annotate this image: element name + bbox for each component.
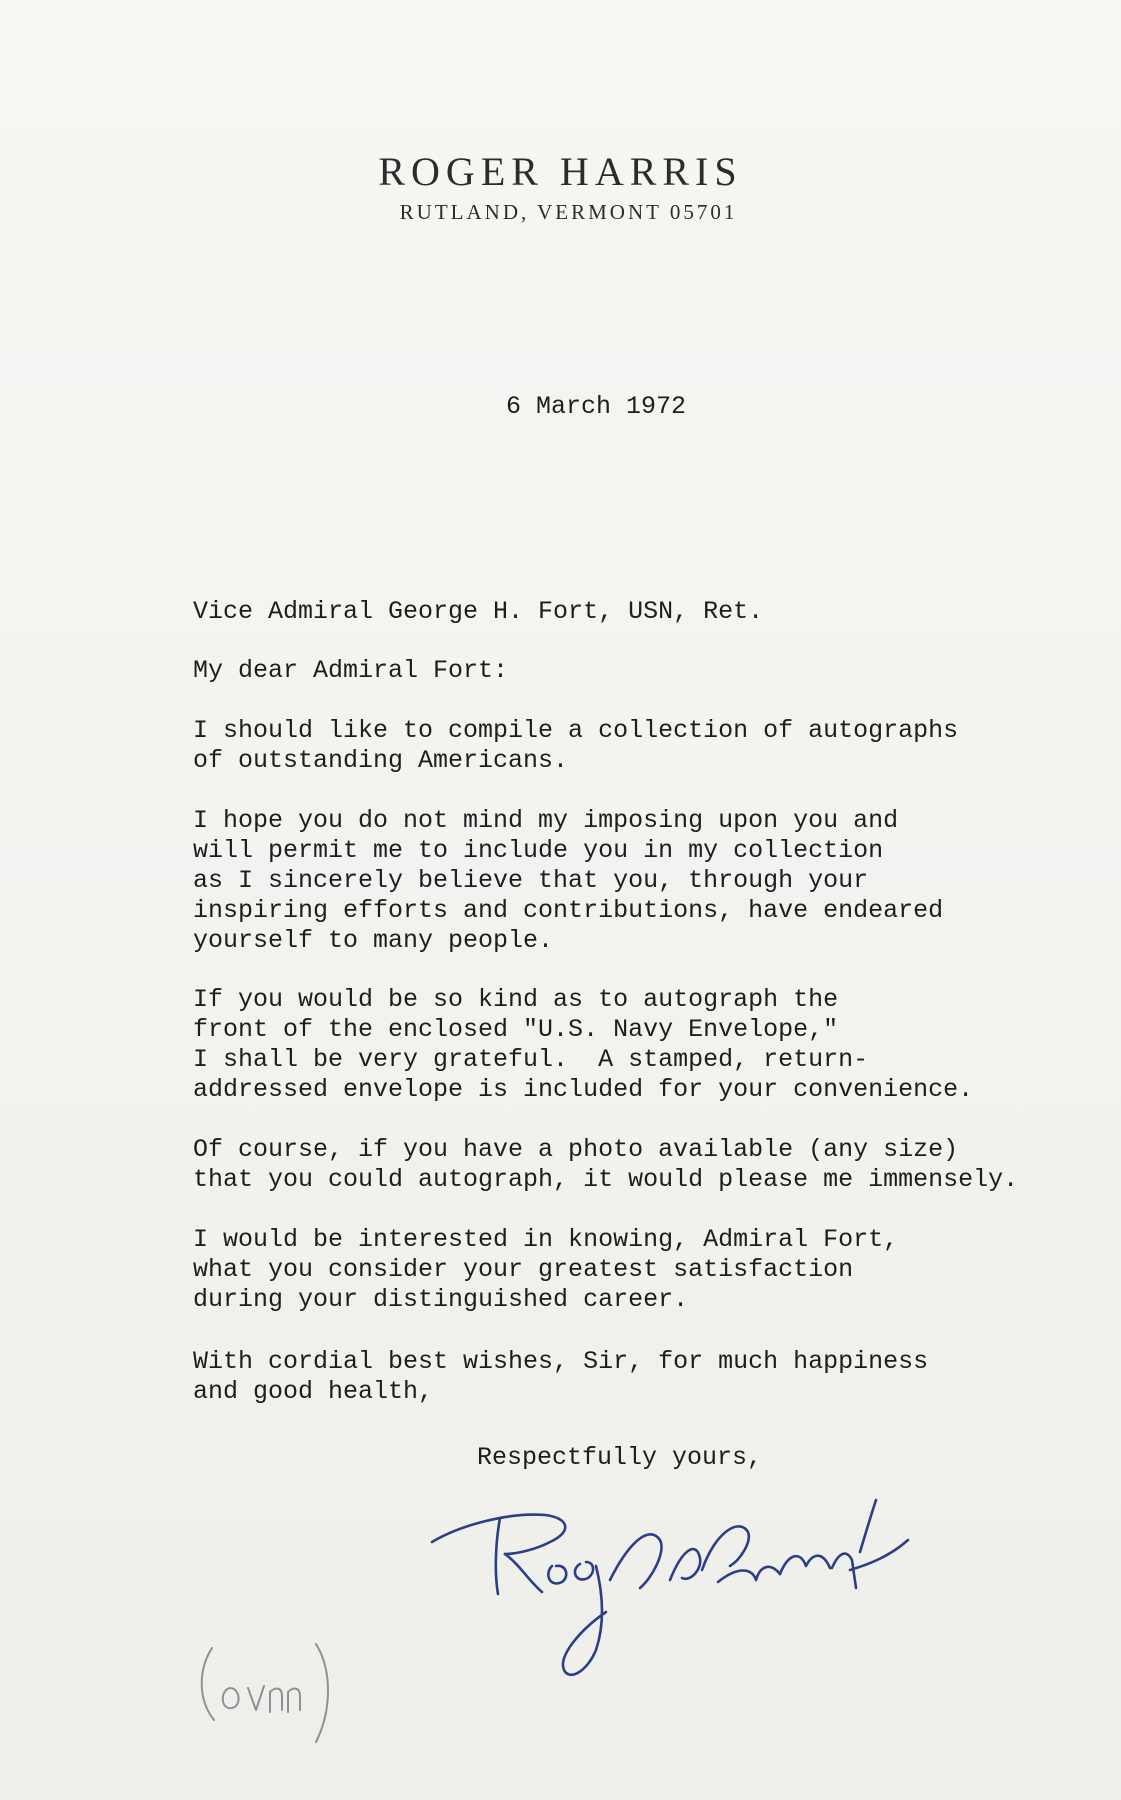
handwritten-signature — [420, 1470, 940, 1700]
body-paragraph: I hope you do not mind my imposing upon you and will permit me to include you in my collection as I sincerely believe that you, through your inspiring efforts and contributions, have endeared yourself to many people. — [193, 806, 944, 955]
handwritten-over-note — [190, 1630, 350, 1760]
letter-date: 6 March 1972 — [506, 392, 687, 421]
salutation: My dear Admiral Fort: — [193, 656, 509, 685]
body-paragraph: Of course, if you have a photo available (any size) that you could autograph, it would please me immensely. — [193, 1135, 1019, 1194]
complimentary-closing: Respectfully yours, — [477, 1443, 763, 1472]
body-paragraph: If you would be so kind as to autograph the front of the enclosed "U.S. Navy Envelope," I shall be very grateful. A stamped, return- addressed envelope is included for your convenience. — [193, 985, 974, 1104]
body-paragraph: I should like to compile a collection of autographs of outstanding Americans. — [193, 716, 959, 775]
body-paragraph: I would be interested in knowing, Admiral Fort, what you consider your greatest satisfaction during your distinguished career. — [193, 1225, 899, 1314]
letterhead-name: ROGER HARRIS — [378, 149, 743, 194]
body-paragraph: With cordial best wishes, Sir, for much happiness and good health, — [193, 1347, 929, 1406]
inside-address: Vice Admiral George H. Fort, USN, Ret. — [193, 597, 764, 626]
letterhead-address: RUTLAND, VERMONT 05701 — [399, 200, 738, 224]
